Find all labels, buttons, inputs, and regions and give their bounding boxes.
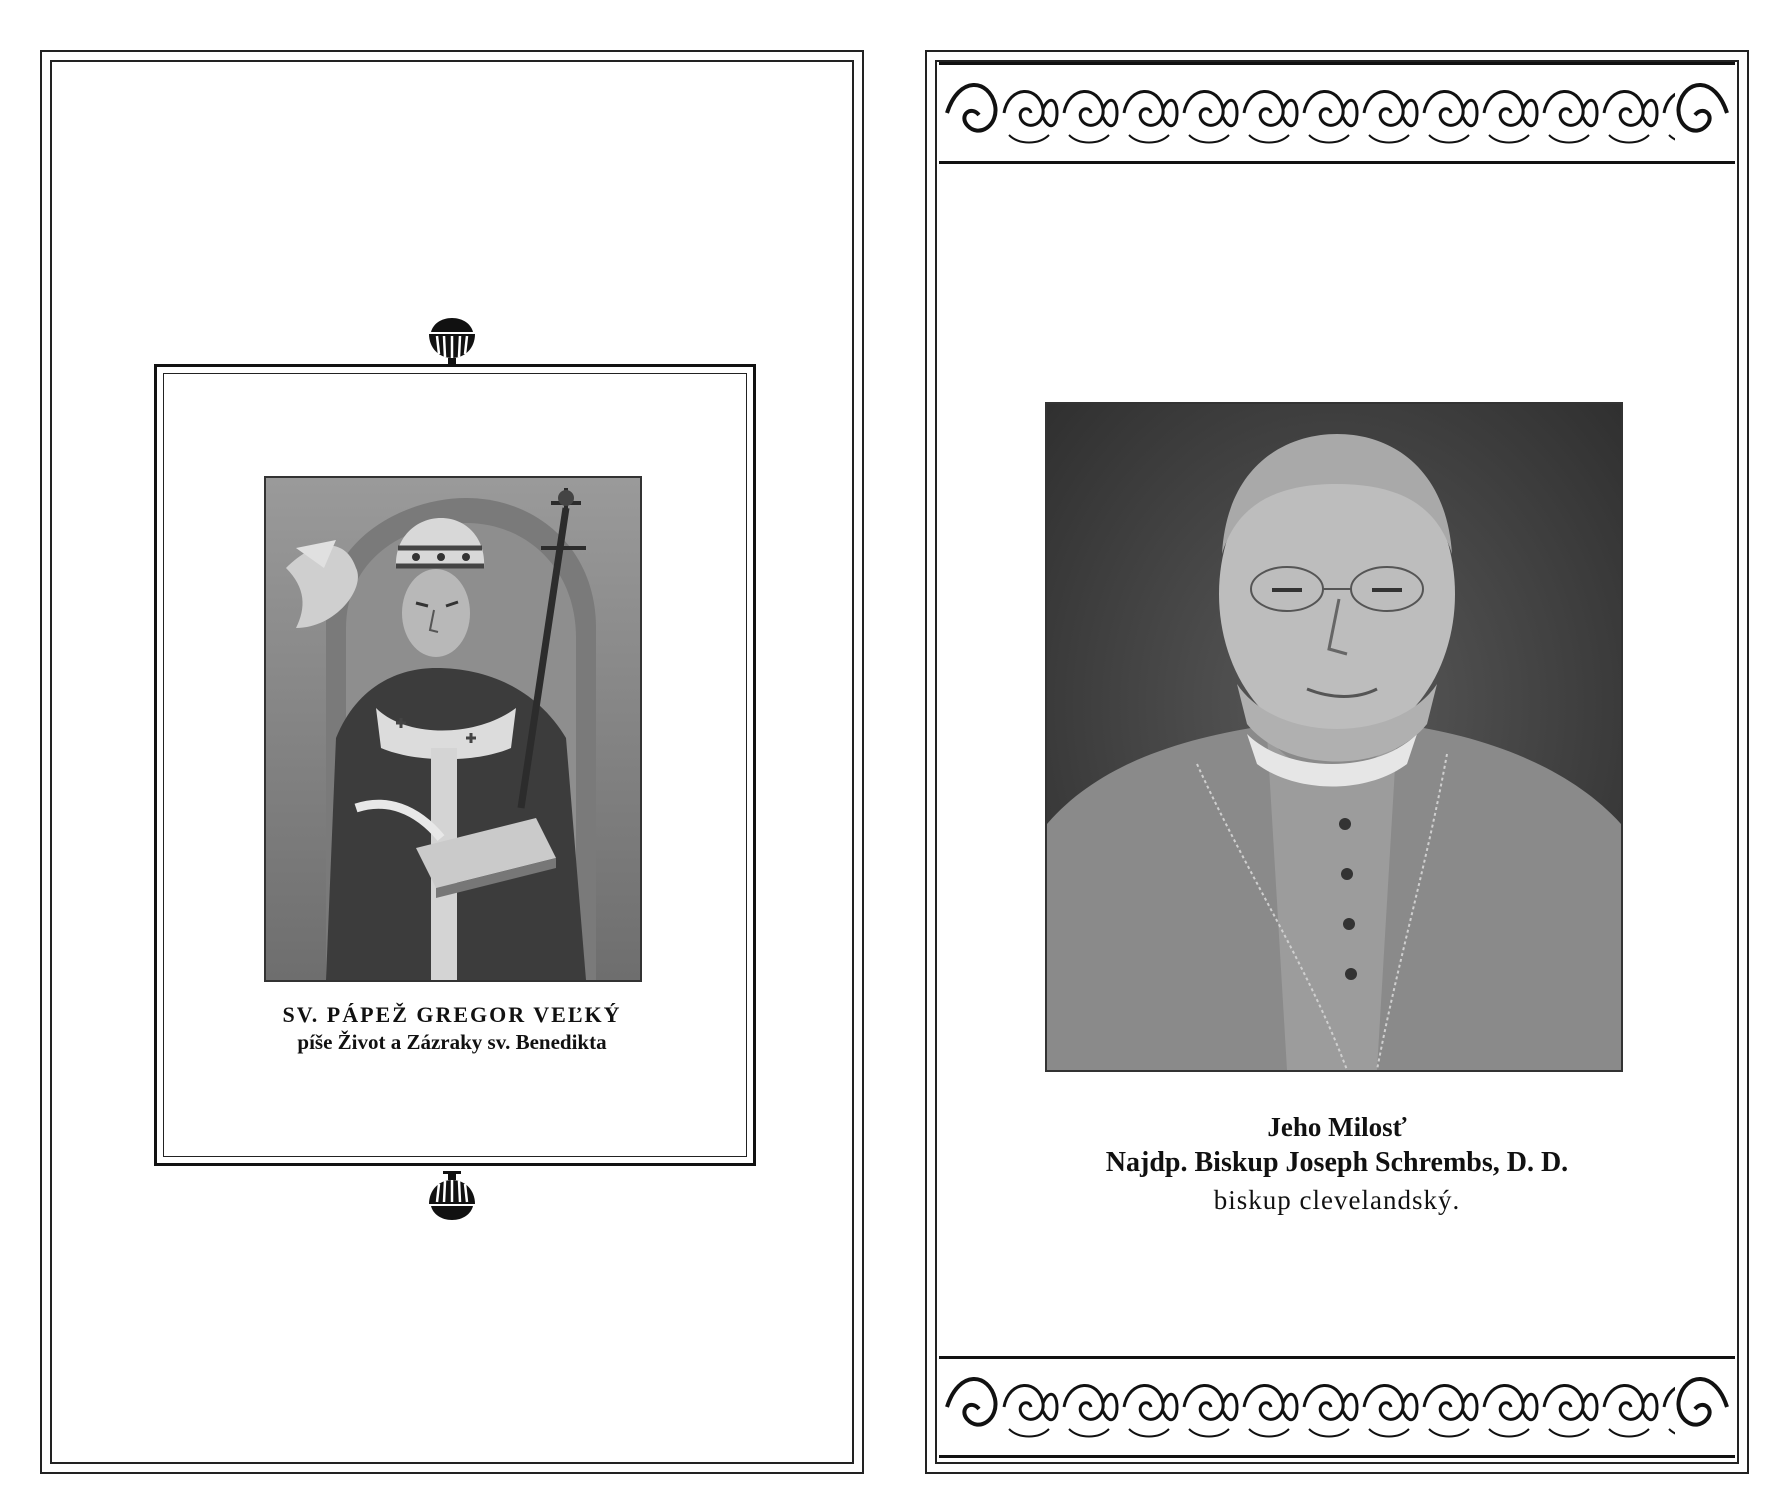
bishop-schrembs-portrait bbox=[1045, 402, 1623, 1072]
caption-title: SV. PÁPEŽ GREGOR VEĽKÝ bbox=[282, 1002, 622, 1027]
pope-gregory-portrait bbox=[264, 476, 642, 982]
left-caption bbox=[154, 1002, 750, 1055]
right-caption bbox=[967, 1112, 1707, 1216]
caption-title: biskup clevelandský. bbox=[1213, 1185, 1461, 1215]
lotus-ornament-icon bbox=[419, 1170, 485, 1224]
lotus-ornament-icon bbox=[419, 314, 485, 368]
right-page bbox=[925, 50, 1749, 1474]
left-page bbox=[40, 50, 864, 1474]
caption-honorific: Jeho Milosť bbox=[1267, 1112, 1407, 1142]
ornamental-border-top bbox=[939, 62, 1735, 164]
caption-subtitle: píše Život a Zázraky sv. Benedikta bbox=[297, 1030, 607, 1054]
ornamental-border-bottom bbox=[939, 1356, 1735, 1458]
caption-name: Najdp. Biskup Joseph Schrembs, D. D. bbox=[1105, 1147, 1569, 1178]
